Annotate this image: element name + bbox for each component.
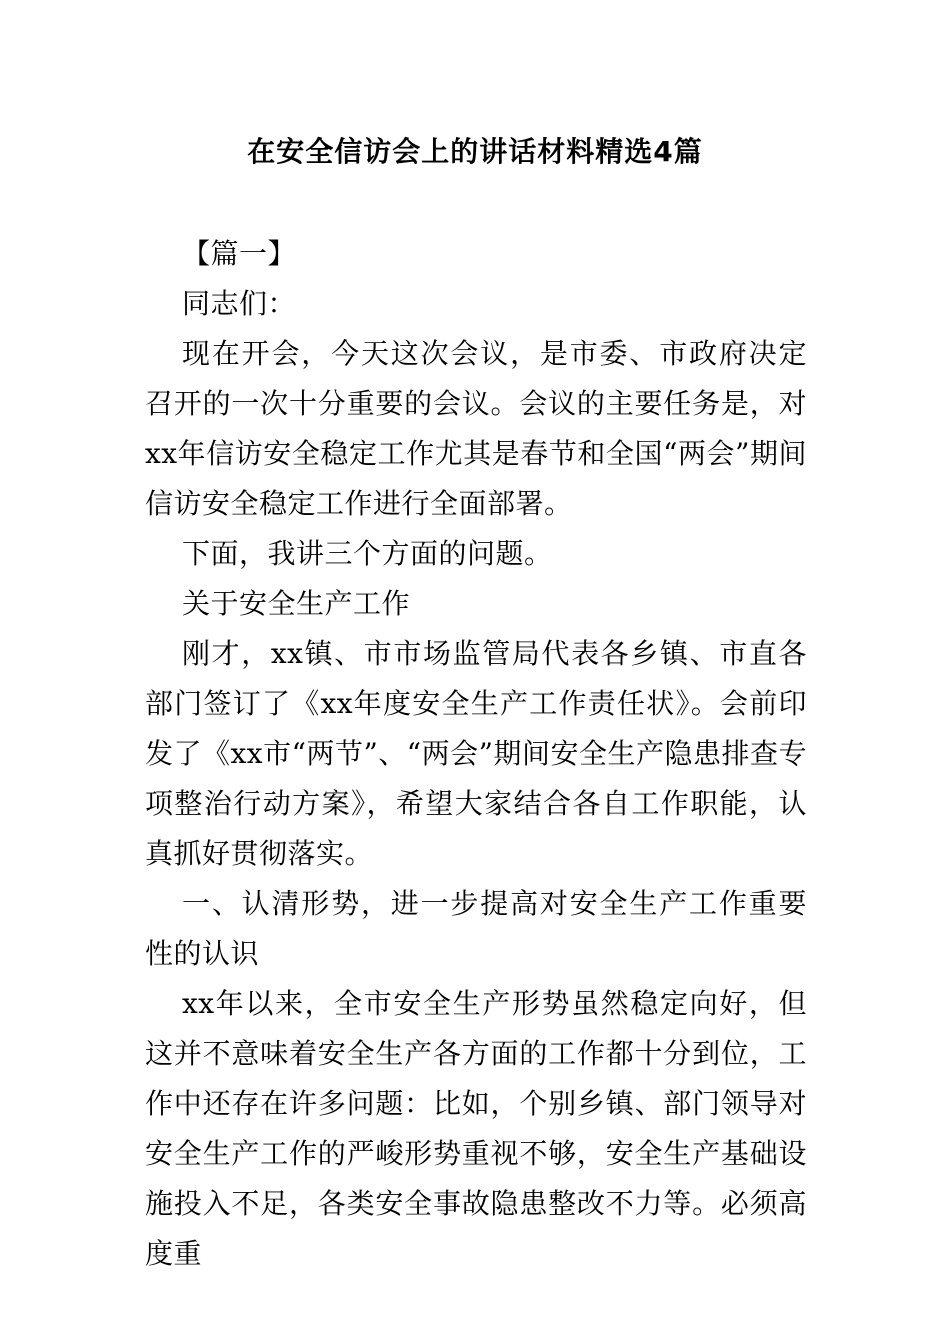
section-heading: 关于安全生产工作 [182,587,411,620]
paragraph: 现在开会，今天这次会议，是市委、市政府决定召开的一次十分重要的会议。会议的主要任务是，对xx年信访安全稳定工作尤其是春节和全国“两会”期间信访安全稳定工作进行全面部署。 [145,337,807,520]
document-title: 在安全信访会上的讲话材料精选4篇 [247,135,703,168]
section-label: 【篇一】 [182,237,297,270]
paragraph: 刚才，xx镇、市市场监管局代表各乡镇、市直各部门签订了《xx年度安全生产工作责任状》。会前印发了《xx市“两节”、“两会”期间安全生产隐患排查专项整治行动方案》，希望大家结合各自工作职能，认真抓好贯彻落实。 [145,637,807,870]
salutation: 同志们： [182,287,297,320]
document-body [145,229,807,1279]
paragraph: 下面，我讲三个方面的问题。 [182,537,553,570]
section-heading: 一、认清形势，进一步提高对安全生产工作重要性的认识 [145,887,807,970]
paragraph: xx年以来，全市安全生产形势虽然稳定向好，但这并不意味着安全生产各方面的工作都十分到位，工作中还存在许多问题：比如，个别乡镇、部门领导对安全生产工作的严峻形势重视不够，安全生产基础设施投入不足，各类安全事故隐患整改不力等。必须高度重 [145,987,807,1270]
